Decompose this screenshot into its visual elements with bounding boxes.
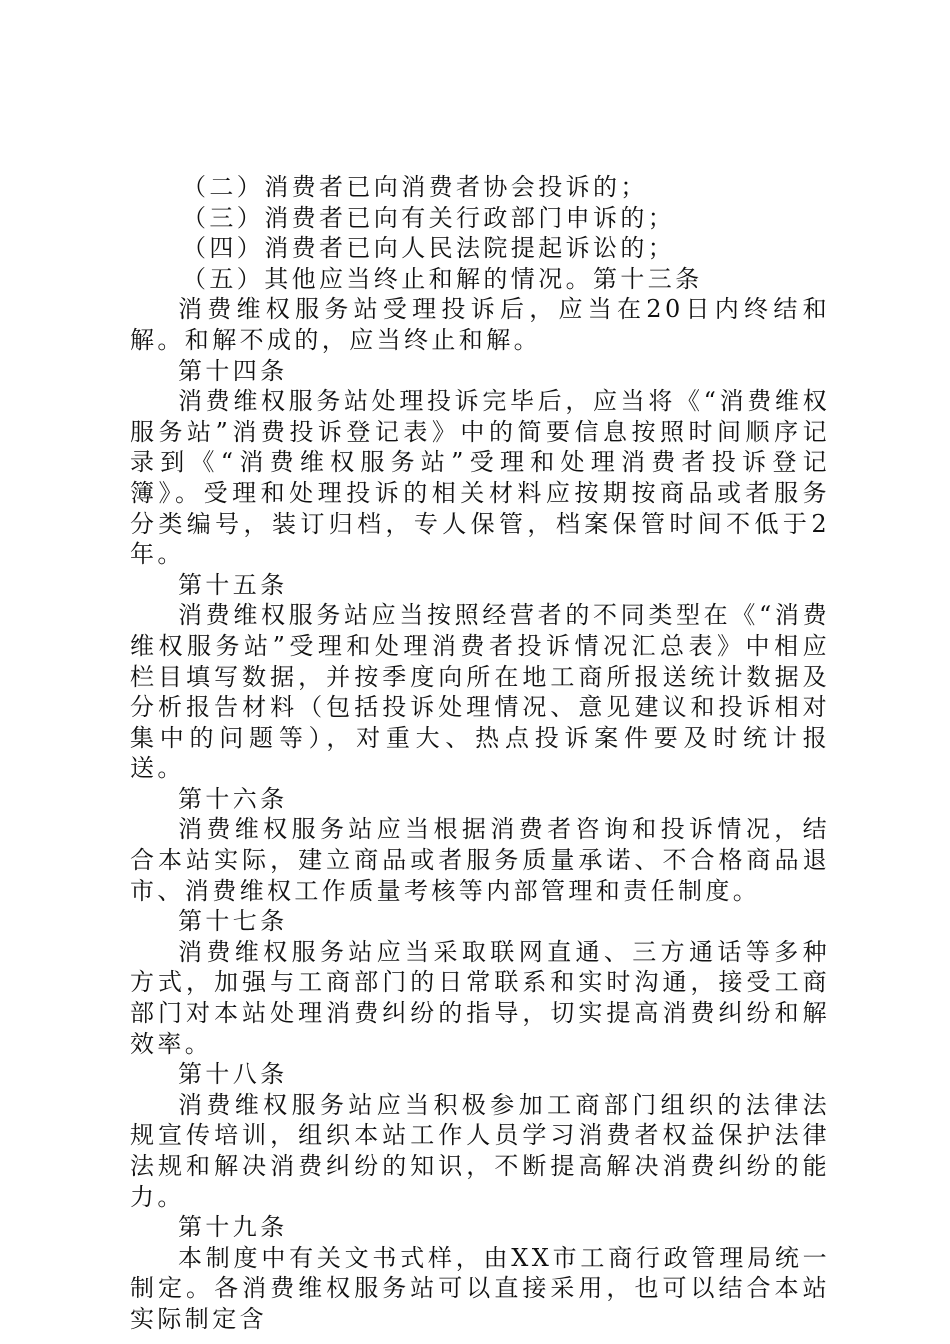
article-14-heading: 第十四条 (178, 356, 288, 385)
document-body (130, 172, 830, 1335)
article-13-text: 消费维权服务站受理投诉后，应当在20日内终结和解。和解不成的，应当终止和解。 (130, 295, 830, 354)
article-18-heading: 第十八条 (178, 1060, 288, 1089)
clause-item-3: （三）消费者已向有关行政部门申诉的； (182, 203, 676, 232)
article-16-heading: 第十六条 (178, 784, 288, 813)
article-15-heading: 第十五条 (178, 570, 288, 599)
clause-item-5: （五）其他应当终止和解的情况。第十三条 (182, 264, 703, 293)
article-15-text: 消费维权服务站应当按照经营者的不同类型在《“消费维权服务站”受理和处理消费者投诉情况汇总表》中相应栏目填写数据，并按季度向所在地工商所报送统计数据及分析报告材料（包括投诉处理情况、意见建议和投诉相对集中的问题等），对重大、热点投诉案件要及时统计报送。 (130, 601, 830, 783)
article-19-text: 本制度中有关文书式样，由XX市工商行政管理局统一制定。各消费维权服务站可以直接采用，也可以结合本站实际制定含 (130, 1243, 830, 1333)
article-19-heading: 第十九条 (178, 1213, 288, 1242)
article-16-text: 消费维权服务站应当根据消费者咨询和投诉情况，结合本站实际，建立商品或者服务质量承诺、不合格商品退市、消费维权工作质量考核等内部管理和责任制度。 (130, 815, 830, 905)
clause-item-2: （二）消费者已向消费者协会投诉的； (182, 173, 648, 201)
clause-item-4: （四）消费者已向人民法院提起诉讼的； (182, 234, 676, 263)
article-17-heading: 第十七条 (178, 907, 288, 936)
article-18-text: 消费维权服务站应当积极参加工商部门组织的法律法规宣传培训，组织本站工作人员学习消费者权益保护法律法规和解决消费纠纷的知识，不断提高解决消费纠纷的能力。 (130, 1090, 830, 1211)
article-14-text: 消费维权服务站处理投诉完毕后，应当将《“消费维权服务站”消费投诉登记表》中的简要信息按照时间顺序记录到《“消费维权服务站”受理和处理消费者投诉登记簿》。受理和处理投诉的相关材料应按期按商品或者服务分类编号，装订归档，专人保管，档案保管时间不低于2年。 (130, 387, 830, 569)
article-17-text: 消费维权服务站应当采取联网直通、三方通话等多种方式，加强与工商部门的日常联系和实时沟通，接受工商部门对本站处理消费纠纷的指导，切实提高消费纠纷和解效率。 (130, 937, 830, 1058)
